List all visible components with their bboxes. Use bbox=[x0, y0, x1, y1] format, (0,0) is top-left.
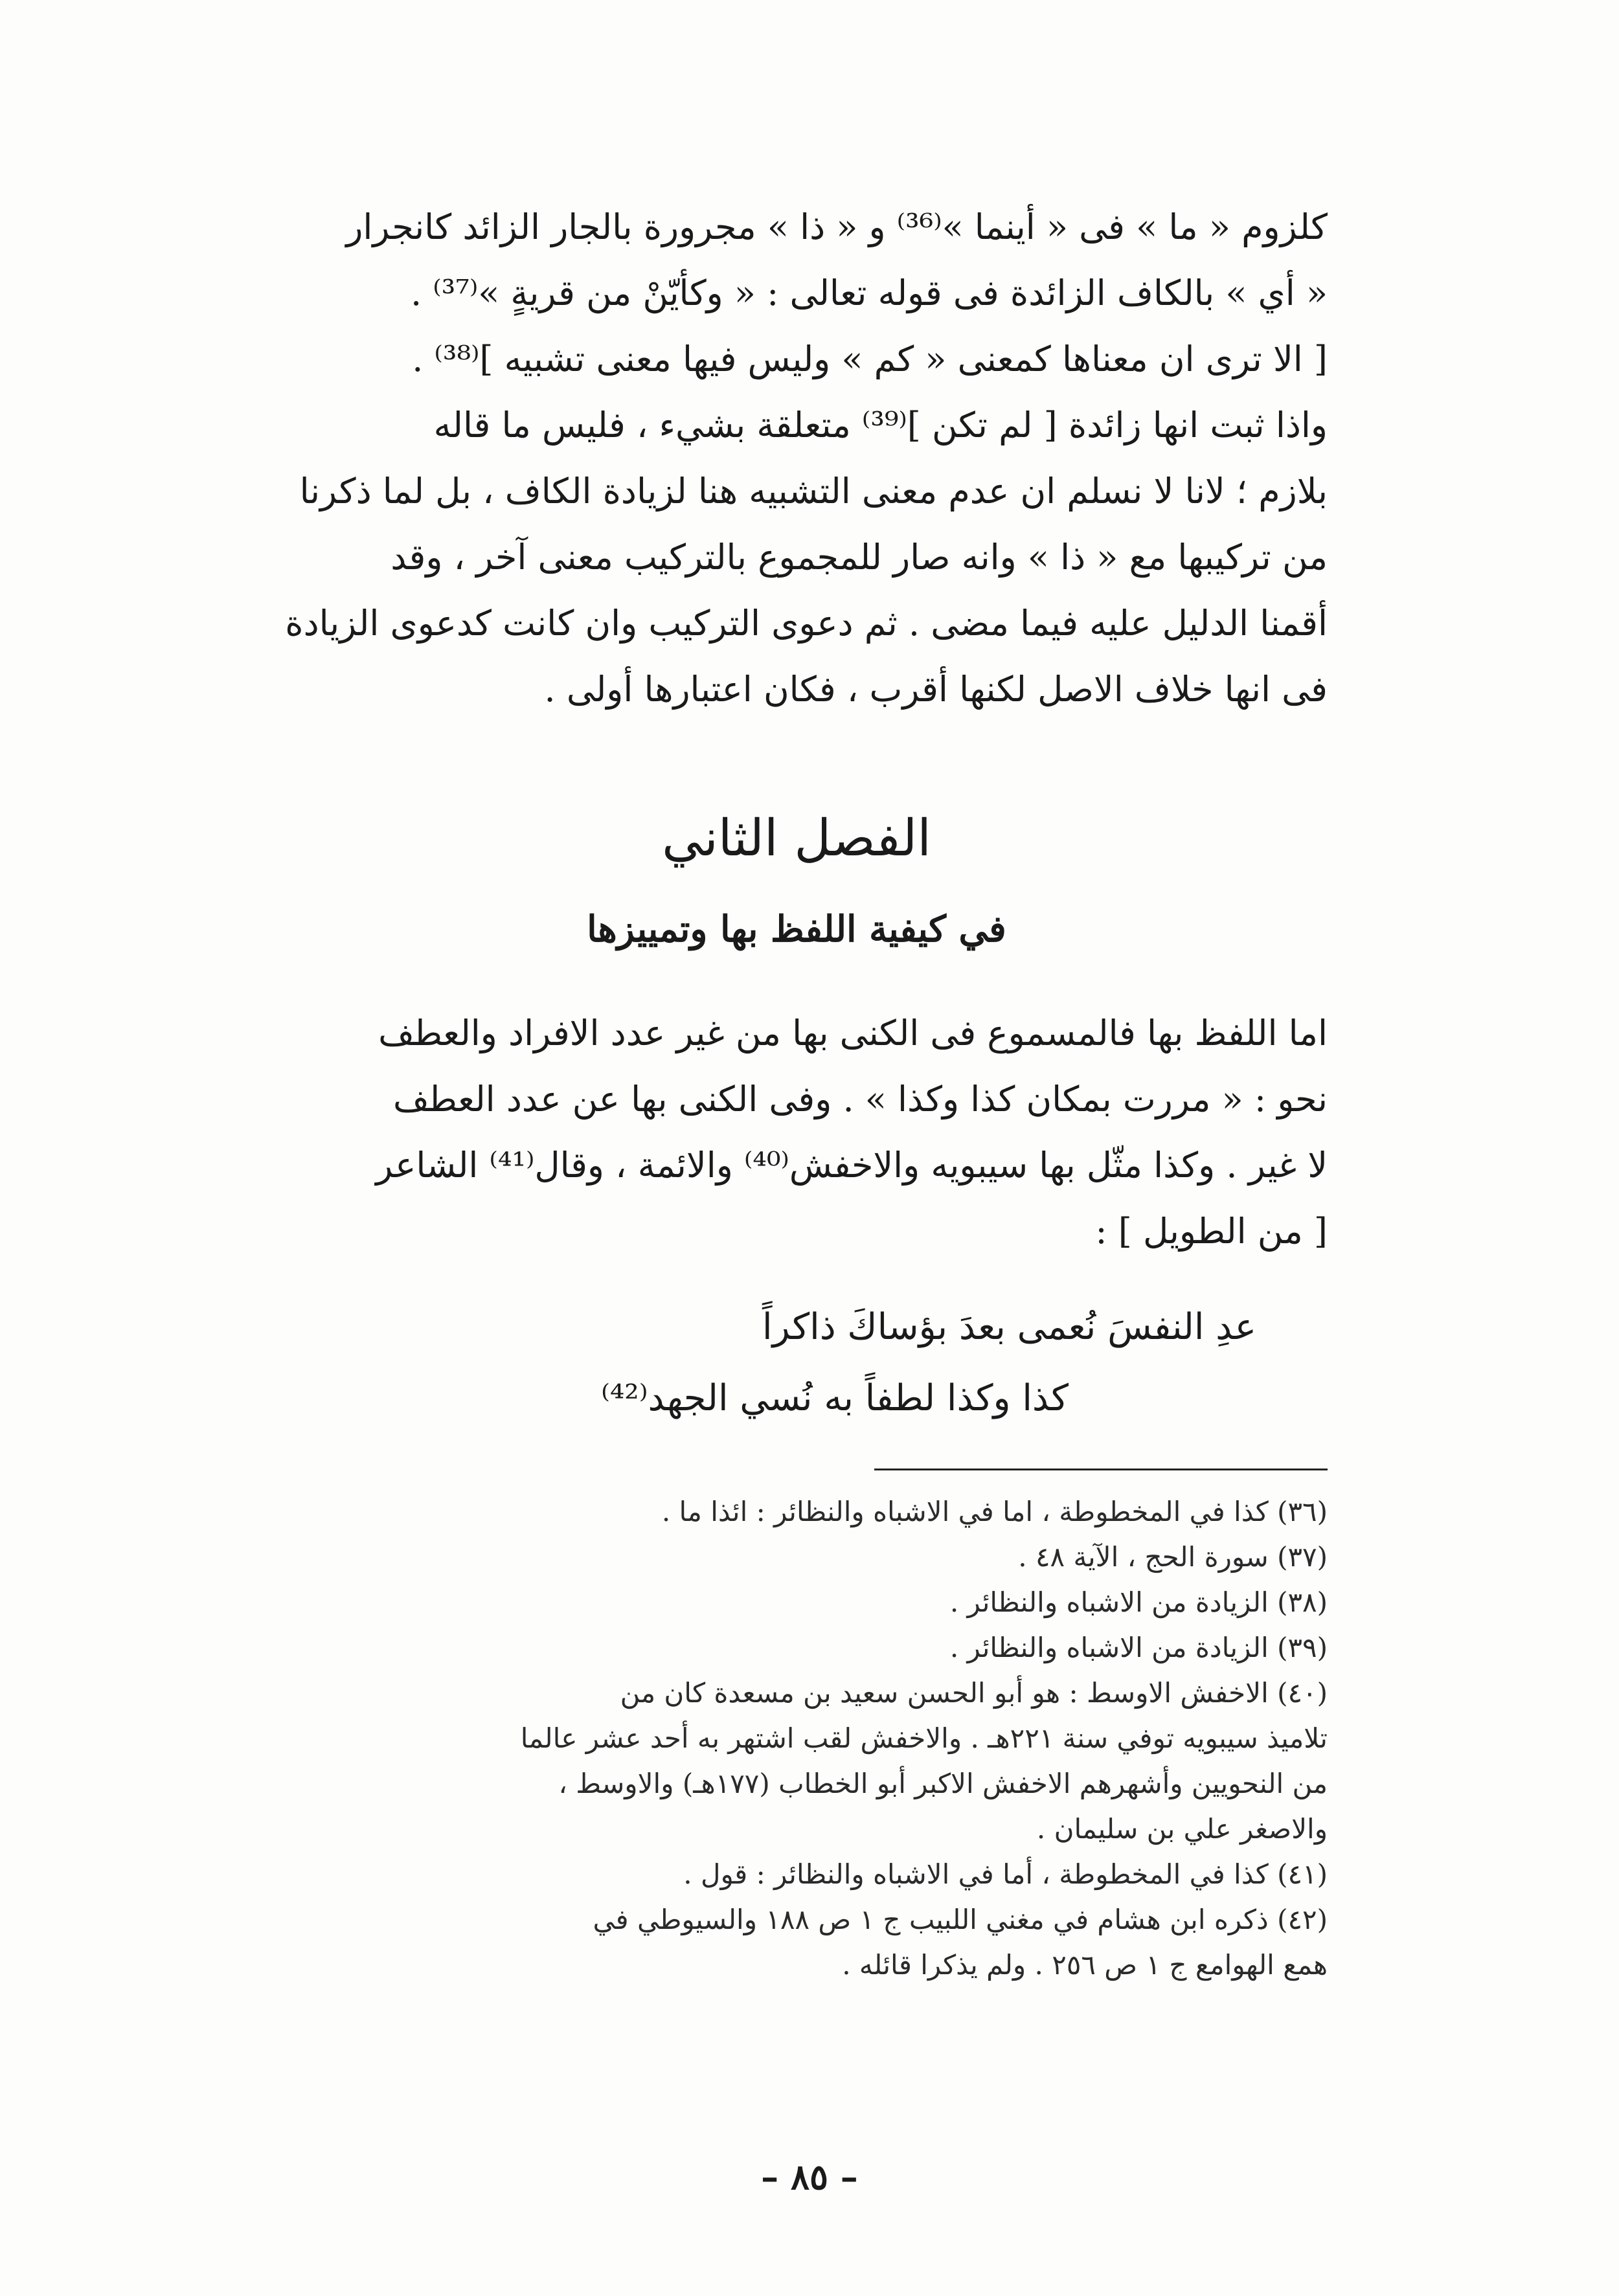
footnote-line: من النحويين وأشهرهم الاخفش الاكبر أبو الخطاب (١٧٧هـ) والاوسط ، bbox=[558, 1768, 1328, 1799]
footnote-line: (٣٨) الزيادة من الاشباه والنظائر . bbox=[949, 1586, 1328, 1618]
text-line: [ الا ترى ان معناها كمعنى « كم » وليس فيها معنى تشبيه ]⁽³⁸⁾ . bbox=[412, 339, 1328, 379]
footnote-line: (٣٦) كذا في المخطوطة ، اما في الاشباه والنظائر : ائذا ما . bbox=[661, 1496, 1328, 1527]
text-line: [ من الطويل ] : bbox=[1095, 1211, 1328, 1252]
text-line: كلزوم « ما » فى « أينما »⁽³⁶⁾ و « ذا » مجرورة بالجار الزائد كانجرار bbox=[346, 207, 1328, 247]
footnote-line: (٤١) كذا في المخطوطة ، أما في الاشباه والنظائر : قول . bbox=[683, 1858, 1328, 1890]
footnote-line: (٣٧) سورة الحج ، الآية ٤٨ . bbox=[1018, 1541, 1328, 1573]
verse-line-1: عدِ النفسَ نُعمى بعدَ بؤساكَ ذاكراً bbox=[762, 1306, 1256, 1348]
footnote-line: (٤٠) الاخفش الاوسط : هو أبو الحسن سعيد بن مسعدة كان من bbox=[620, 1677, 1328, 1709]
text-line: من تركيبها مع « ذا » وانه صار للمجموع بالتركيب معنى آخر ، وقد bbox=[391, 537, 1328, 578]
footnote-line: والاصغر علي بن سليمان . bbox=[1036, 1813, 1328, 1845]
chapter-title: الفصل الثاني bbox=[662, 809, 931, 868]
chapter-subtitle: في كيفية اللفظ بها وتمييزها bbox=[587, 908, 1006, 951]
top-paragraph bbox=[266, 194, 1328, 723]
text-line: لا غير . وكذا مثّل بها سيبويه والاخفش⁽⁴⁰⁾ والائمة ، وقال⁽⁴¹⁾ الشاعر bbox=[376, 1145, 1328, 1186]
text-line: واذا ثبت انها زائدة [ لم تكن ]⁽³⁹⁾ متعلقة بشيء ، فليس ما قاله bbox=[433, 405, 1328, 445]
text-line: « أي » بالكاف الزائدة فى قوله تعالى : « وكأيّنْ من قريةٍ »⁽³⁷⁾ . bbox=[411, 273, 1328, 313]
text-line: اما اللفظ بها فالمسموع فى الكنى بها من غير عدد الافراد والعطف bbox=[378, 1013, 1328, 1053]
footnote-line: همع الهوامع ج ١ ص ٢٥٦ . ولم يذكرا قائله . bbox=[842, 1949, 1328, 1981]
section-paragraph bbox=[266, 1000, 1328, 1265]
verse-line-2: كذا وكذا لطفاً به نُسي الجهد⁽⁴²⁾ bbox=[601, 1377, 1069, 1419]
text-line: أقمنا الدليل عليه فيما مضى . ثم دعوى التركيب وان كانت كدعوى الزيادة bbox=[285, 603, 1328, 644]
footnote-divider bbox=[874, 1469, 1328, 1470]
footnote-line: تلاميذ سيبويه توفي سنة ٢٢١هـ . والاخفش لقب اشتهر به أحد عشر عالما bbox=[520, 1722, 1328, 1754]
page-number: – ٨٥ – bbox=[761, 2156, 858, 2198]
text-line: نحو : « مررت بمكان كذا وكذا » . وفى الكنى بها عن عدد العطف bbox=[392, 1079, 1328, 1120]
footnote-line: (٤٢) ذكره ابن هشام في مغني اللبيب ج ١ ص ١٨٨ والسيوطي في bbox=[593, 1904, 1328, 1935]
footnotes bbox=[266, 1489, 1328, 1988]
text-line: بلازم ؛ لانا لا نسلم ان عدم معنى التشبيه هنا لزيادة الكاف ، بل لما ذكرنا bbox=[299, 471, 1328, 512]
footnote-line: (٣٩) الزيادة من الاشباه والنظائر . bbox=[949, 1632, 1328, 1663]
text-line: فى انها خلاف الاصل لكنها أقرب ، فكان اعتبارها أولى . bbox=[544, 669, 1328, 710]
